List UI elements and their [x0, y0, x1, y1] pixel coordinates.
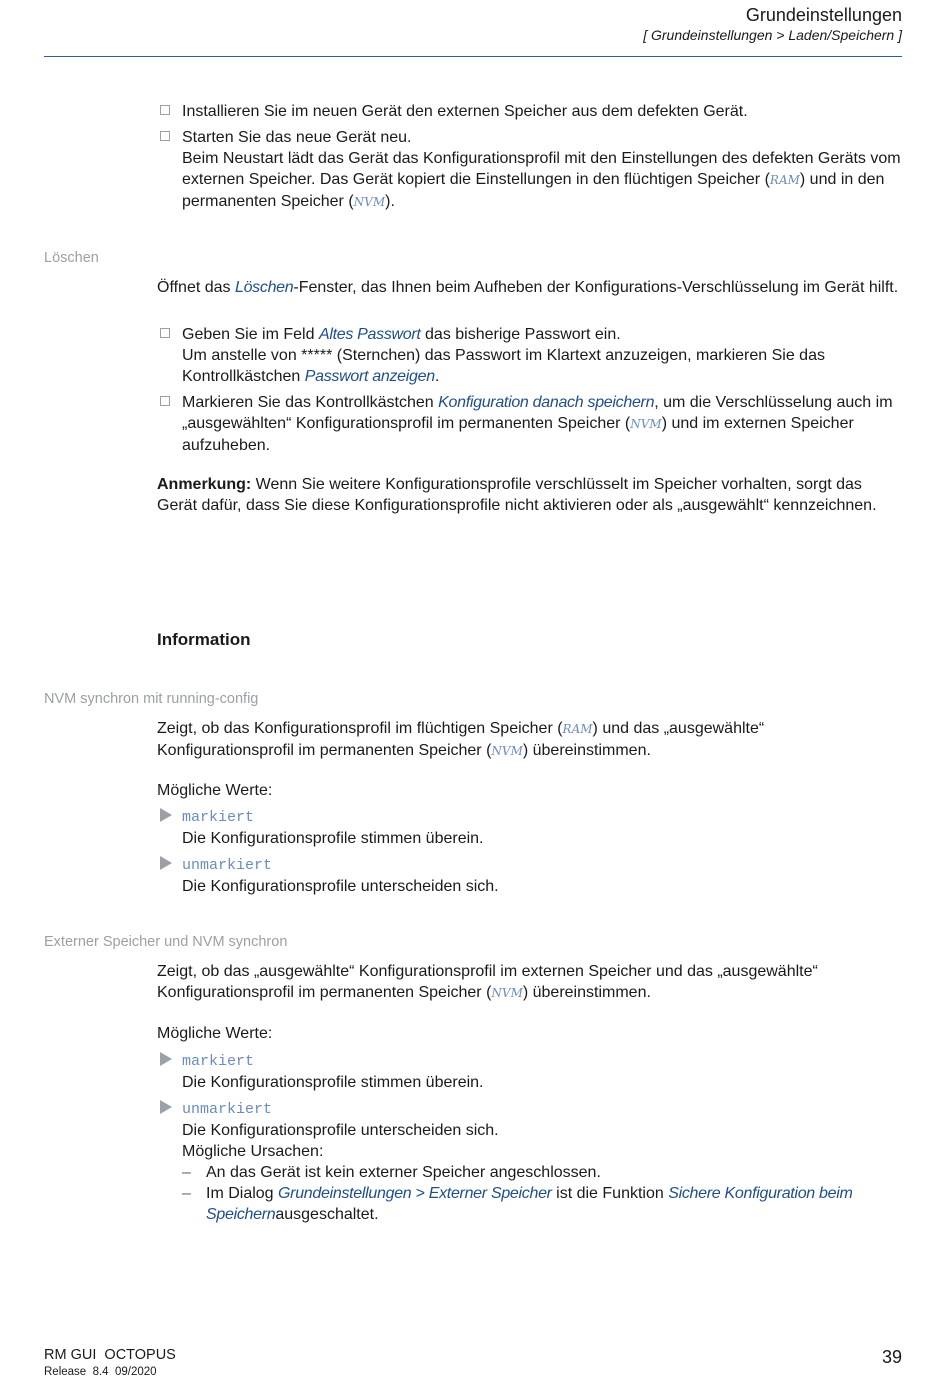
value-desc: Die Konfigurationsprofile stimmen überein.	[182, 1074, 484, 1091]
checkbox-bullet-icon	[160, 396, 170, 406]
loeschen-link[interactable]: Löschen	[234, 279, 294, 296]
checkbox-bullet-icon	[160, 105, 170, 115]
list-item	[157, 1098, 903, 1225]
footer-product: RM GUI OCTOPUS	[44, 1347, 176, 1363]
intro-text: Öffnet das	[157, 279, 235, 296]
step-text: Installieren Sie im neuen Gerät den externen Speicher aus dem defekten Gerät.	[182, 103, 748, 120]
triangle-bullet-icon	[160, 856, 172, 870]
list-item	[157, 1050, 903, 1093]
side-label-nvm-synchron: NVM synchron mit running-config	[44, 691, 259, 707]
checkbox-bullet-icon	[160, 328, 170, 338]
value-desc: Die Konfigurationsprofile unterscheiden sich.	[182, 878, 499, 895]
step-text: , um die Verschlüsselung auch im „ausgewählten“ Konfigurationsprofil im permanenten Speicher (	[182, 394, 893, 432]
values-label: Mögliche Werte:	[157, 782, 273, 799]
acronym-ram: RAM	[769, 173, 800, 187]
header-divider	[44, 56, 902, 57]
page-number: 39	[881, 1347, 902, 1367]
step-detail: .	[434, 368, 440, 385]
altes-passwort-link[interactable]: Altes Passwort	[318, 326, 421, 343]
value-name: markiert	[182, 809, 255, 826]
cause-text: ausgeschaltet.	[275, 1206, 379, 1223]
acronym-nvm: NVM	[491, 744, 523, 758]
step-text: ) und im externen Speicher aufzuheben.	[182, 415, 854, 454]
konfiguration-speichern-link[interactable]: Konfiguration danach speichern	[438, 394, 655, 411]
dash-bullet-icon: –	[182, 1185, 191, 1202]
desc-text: Zeigt, ob das Konfigurationsprofil im flüchtigen Speicher (	[157, 720, 563, 737]
cause-text: Im Dialog	[206, 1185, 279, 1202]
value-desc: Die Konfigurationsprofile stimmen überein.	[182, 830, 484, 847]
note-text: Wenn Sie weitere Konfigurationsprofile verschlüsselt im Speicher vorhalten, sorgt das Gerät dafür, dass Sie diese Konfigurationsprofile nicht aktivieren oder als „ausgewählt“ kennzeichnen.	[157, 476, 877, 514]
loeschen-note	[157, 474, 903, 516]
ext-sync-description	[157, 961, 903, 1004]
cause-item	[182, 1183, 903, 1225]
value-desc: Die Konfigurationsprofile unterscheiden sich.	[182, 1122, 499, 1139]
value-name: markiert	[182, 1053, 255, 1070]
triangle-bullet-icon	[160, 808, 172, 822]
step-detail: ).	[385, 193, 395, 210]
list-item	[157, 101, 903, 122]
loeschen-intro	[157, 277, 903, 298]
acronym-nvm: NVM	[630, 417, 662, 431]
dash-bullet-icon: –	[182, 1164, 191, 1181]
step-text: Geben Sie im Feld	[182, 326, 319, 343]
desc-text: ) und das „ausgewählte“ Konfigurationsprofil im permanenten Speicher (	[157, 720, 765, 759]
nvm-sync-values	[157, 806, 903, 902]
list-item	[157, 854, 903, 897]
acronym-nvm: NVM	[353, 195, 386, 209]
note-label: Anmerkung:	[157, 476, 252, 493]
acronym-nvm: NVM	[491, 986, 523, 1000]
list-item	[157, 127, 903, 213]
nvm-sync-description	[157, 718, 903, 762]
step-detail: Um anstelle von ***** (Sternchen) das Passwort im Klartext anzuzeigen, markieren Sie das Kontrollkästchen	[182, 347, 825, 385]
sichere-konfiguration-link[interactable]: Sichere Konfiguration beim Speichern	[206, 1185, 853, 1223]
triangle-bullet-icon	[160, 1100, 172, 1114]
step-detail: Beim Neustart lädt das Gerät das Konfigurationsprofil mit den Einstellungen des defekten Geräts vom externen Speicher. Das Gerät kopiert die Einstellungen in den flüchtigen Speicher (	[182, 150, 901, 188]
passwort-anzeigen-link[interactable]: Passwort anzeigen	[304, 368, 435, 385]
externer-speicher-dialog-link[interactable]: Grundeinstellungen > Externer Speicher	[278, 1185, 552, 1202]
step-text: Markieren Sie das Kontrollkästchen	[182, 394, 439, 411]
ext-sync-values	[157, 1050, 903, 1230]
side-label-loeschen: Löschen	[44, 250, 99, 266]
triangle-bullet-icon	[160, 1052, 172, 1066]
checkbox-bullet-icon	[160, 131, 170, 141]
cause-text: ist die Funktion	[551, 1185, 669, 1202]
value-name: unmarkiert	[182, 1101, 273, 1118]
loeschen-steps	[157, 324, 903, 461]
list-item	[157, 324, 903, 387]
side-label-externer-speicher: Externer Speicher und NVM synchron	[44, 934, 288, 950]
footer-release: Release 8.4 09/2020	[44, 1366, 157, 1378]
page-header-title: Grundeinstellungen	[745, 5, 902, 25]
cause-item	[182, 1162, 903, 1183]
step-detail: ) und in den permanenten Speicher (	[182, 171, 885, 210]
desc-text: ) übereinstimmen.	[522, 984, 651, 1001]
section-heading-information: Information	[157, 630, 251, 649]
desc-text: Zeigt, ob das „ausgewählte“ Konfigurationsprofil im externen Speicher und das „ausgewählte“ Konfigurationsprofil im permanenten Speicher (	[157, 963, 818, 1001]
causes-label: Mögliche Ursachen:	[182, 1143, 324, 1160]
list-item	[157, 392, 903, 456]
page-header-breadcrumb: [ Grundeinstellungen > Laden/Speichern ]	[643, 27, 902, 43]
acronym-ram: RAM	[562, 722, 593, 736]
value-name: unmarkiert	[182, 857, 273, 874]
intro-text: -Fenster, das Ihnen beim Aufheben der Konfigurations-Verschlüsselung im Gerät hilft.	[293, 279, 899, 296]
cause-text: An das Gerät ist kein externer Speicher angeschlossen.	[206, 1164, 601, 1181]
steps-list-top	[157, 101, 903, 218]
step-text: das bisherige Passwort ein.	[420, 326, 621, 343]
values-label: Mögliche Werte:	[157, 1025, 273, 1042]
step-text: Starten Sie das neue Gerät neu.	[182, 129, 412, 146]
desc-text: ) übereinstimmen.	[522, 742, 651, 759]
list-item	[157, 806, 903, 849]
